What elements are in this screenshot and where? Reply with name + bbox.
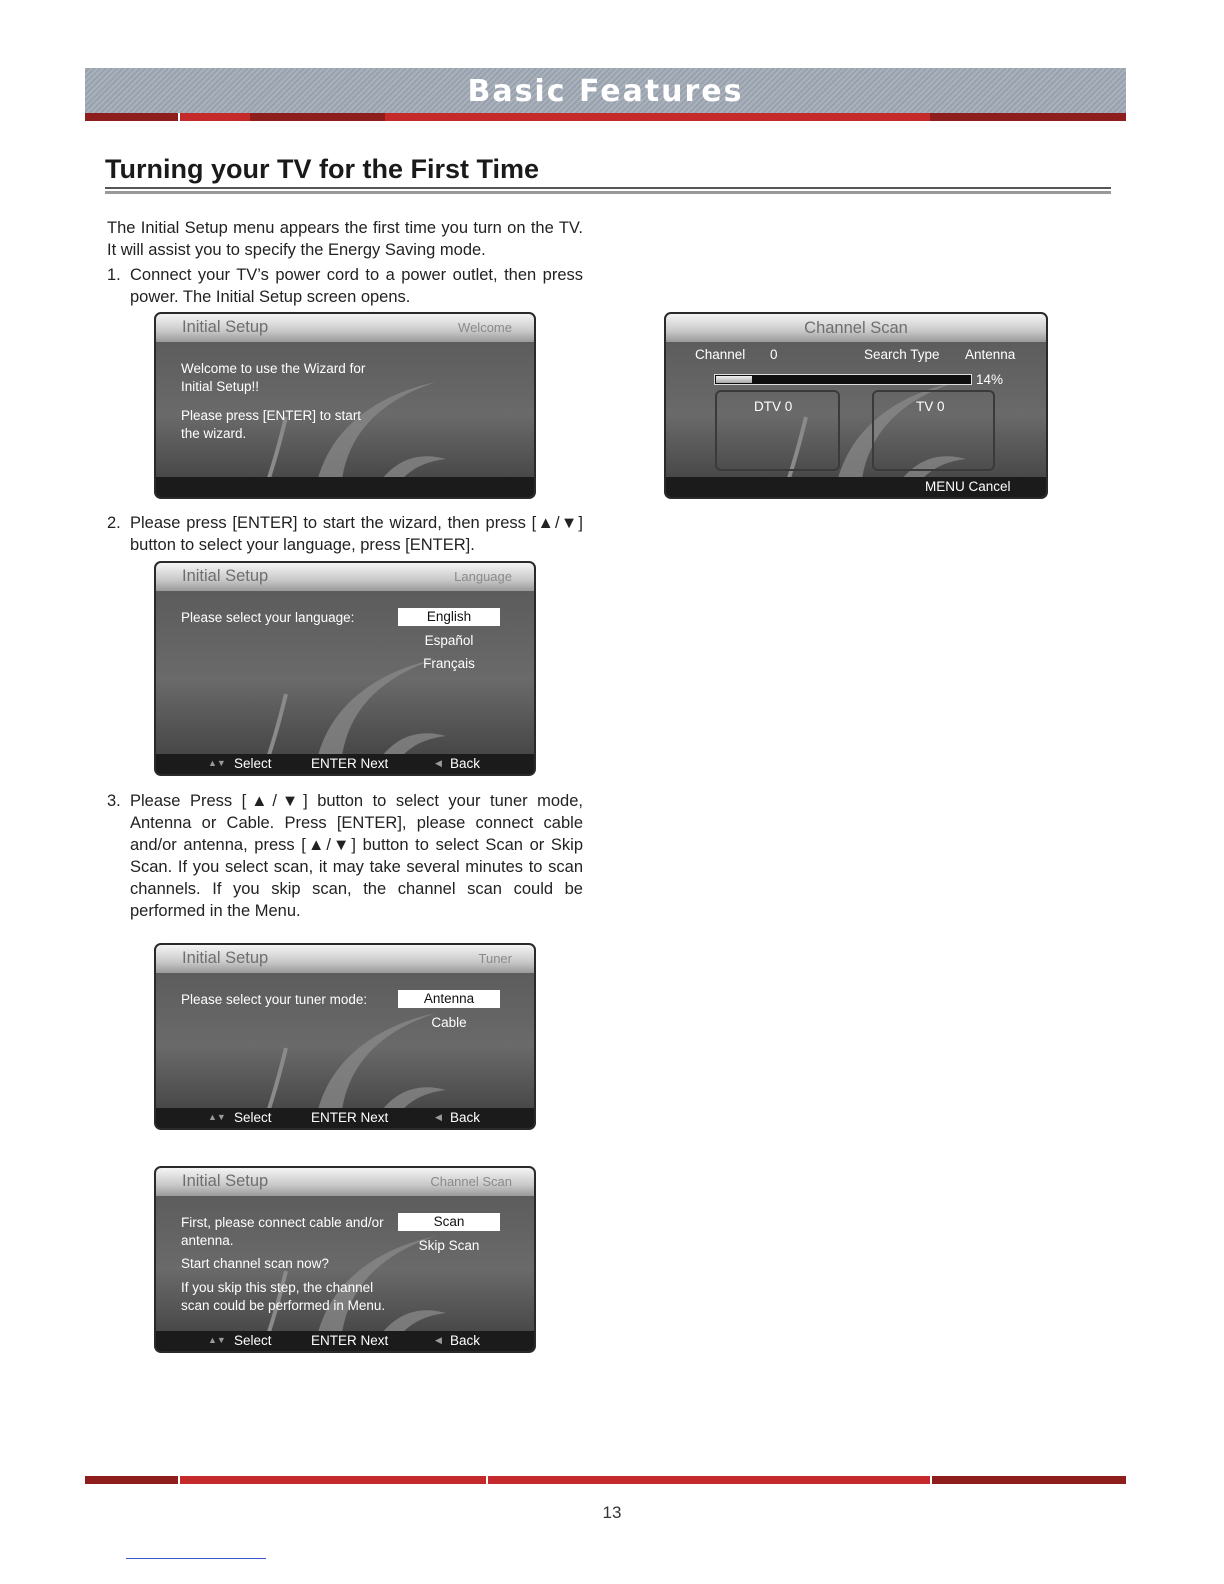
dtv-count: DTV 0 [754,399,793,414]
welcome-screen [154,312,536,499]
screen-footer [156,1108,534,1128]
screen-header [666,314,1046,342]
channel-scan-screen [664,312,1048,499]
title-rule [105,187,1111,189]
tuner-prompt: Please select your tuner mode: [181,992,368,1007]
welcome-line-4: the wizard. [181,426,247,441]
footer-select: Select [234,756,272,771]
scan-line-1: First, please connect cable and/or [181,1215,384,1230]
step-number: 2. [107,514,121,532]
tv-count: TV 0 [916,399,945,414]
scan-line-2: antenna. [181,1233,234,1248]
screen-title: Initial Setup [182,318,269,336]
language-prompt: Please select your language: [181,610,355,625]
left-arrow-icon: ◀ [435,1112,442,1122]
scan-option-skip-scan[interactable]: Skip Scan [418,1238,480,1253]
welcome-line-1: Welcome to use the Wizard for [181,361,366,376]
up-down-arrows-icon: ▲▼ [208,758,226,768]
footer-back: Back [450,1333,481,1348]
up-down-arrows-icon: ▲▼ [208,1112,226,1122]
screen-title: Initial Setup [182,1172,269,1190]
step-text: Connect your TV’s power cord to a power outlet, then press power. The Initial Setup screen opens. [130,266,583,306]
footer-back: Back [450,1110,481,1125]
screen-footer [156,754,534,774]
footer-select: Select [234,1333,272,1348]
scan-setup-screen [154,1166,536,1353]
page-number: 13 [602,1503,622,1522]
scan-progress-label: 14% [976,372,1004,387]
footer-enter-next: ENTER Next [311,1110,389,1125]
screen-title: Initial Setup [182,567,269,585]
step-3 [107,790,583,922]
step-1 [107,264,583,308]
dtv-count-box [715,390,840,471]
left-arrow-icon: ◀ [435,1335,442,1345]
scan-line-3: Start channel scan now? [181,1256,329,1271]
section-banner [85,68,1126,115]
scan-line-5: scan could be performed in Menu. [181,1298,386,1313]
tuner-screen [154,943,536,1130]
scan-progress-fill [716,376,752,383]
screen-header [156,563,534,591]
language-option-francais[interactable]: Français [423,656,475,671]
search-type-label: Search Type [864,347,940,362]
tv-count-box [872,390,995,471]
scan-option-scan[interactable]: Scan [398,1213,500,1231]
channel-value: 0 [770,347,778,362]
banner-title: Basic Features [467,74,744,109]
tuner-option-cable[interactable]: Cable [431,1015,467,1030]
step-text: Please press [ENTER] to start the wizard, then press [▲/▼] button to select your language, press [ENTER]. [130,514,583,554]
language-option-espanol[interactable]: Español [424,633,474,648]
welcome-line-3: Please press [ENTER] to start [181,408,362,423]
screen-title: Initial Setup [182,949,269,967]
left-arrow-icon: ◀ [435,758,442,768]
up-down-arrows-icon: ▲▼ [208,1335,226,1345]
step-number: 3. [107,792,121,810]
screen-header [156,1168,534,1196]
page-title: Turning your TV for the First Time [105,154,540,184]
top-accent-bar [85,113,1126,121]
screen-subtitle: Language [454,569,512,584]
footer-link-underline [126,1558,266,1559]
scan-line-4: If you skip this step, the channel [181,1280,374,1295]
footer-enter-next: ENTER Next [311,756,389,771]
screen-subtitle: Tuner [478,951,512,966]
channel-label: Channel [695,347,746,362]
footer-select: Select [234,1110,272,1125]
screen-footer [666,477,1046,497]
screen-footer [156,477,534,497]
menu-cancel-hint: MENU Cancel [925,479,1011,494]
footer-back: Back [450,756,481,771]
footer-enter-next: ENTER Next [311,1333,389,1348]
screen-footer [156,1331,534,1351]
intro-paragraph: The Initial Setup menu appears the first time you turn on the TV. It will assist you to specify the Energy Saving mode. [107,219,583,259]
step-number: 1. [107,266,121,284]
language-option-english[interactable]: English [398,608,500,626]
screen-header [156,314,534,342]
swirl-decoration [246,377,446,487]
welcome-line-2: Initial Setup!! [181,379,260,394]
title-rule-shadow [105,191,1111,194]
screen-subtitle: Channel Scan [430,1174,512,1189]
step-2 [107,512,583,556]
search-type-value: Antenna [965,347,1016,362]
language-screen [154,561,536,776]
step-text: Please Press [▲/▼] button to select your tuner mode, Antenna or Cable. Press [ENTER], please connect cable and/or antenna, press [▲/▼] button to select Scan or Skip Scan. If you select scan, it may take several minutes to scan channels. If you skip scan, the channel scan could be performed in the Menu. [130,792,583,920]
screen-title: Channel Scan [804,319,908,337]
scan-progress-bar [714,374,972,385]
screen-header [156,945,534,973]
screen-subtitle: Welcome [458,320,512,335]
bottom-accent-bar [85,1476,1126,1484]
tuner-option-antenna[interactable]: Antenna [398,990,500,1008]
